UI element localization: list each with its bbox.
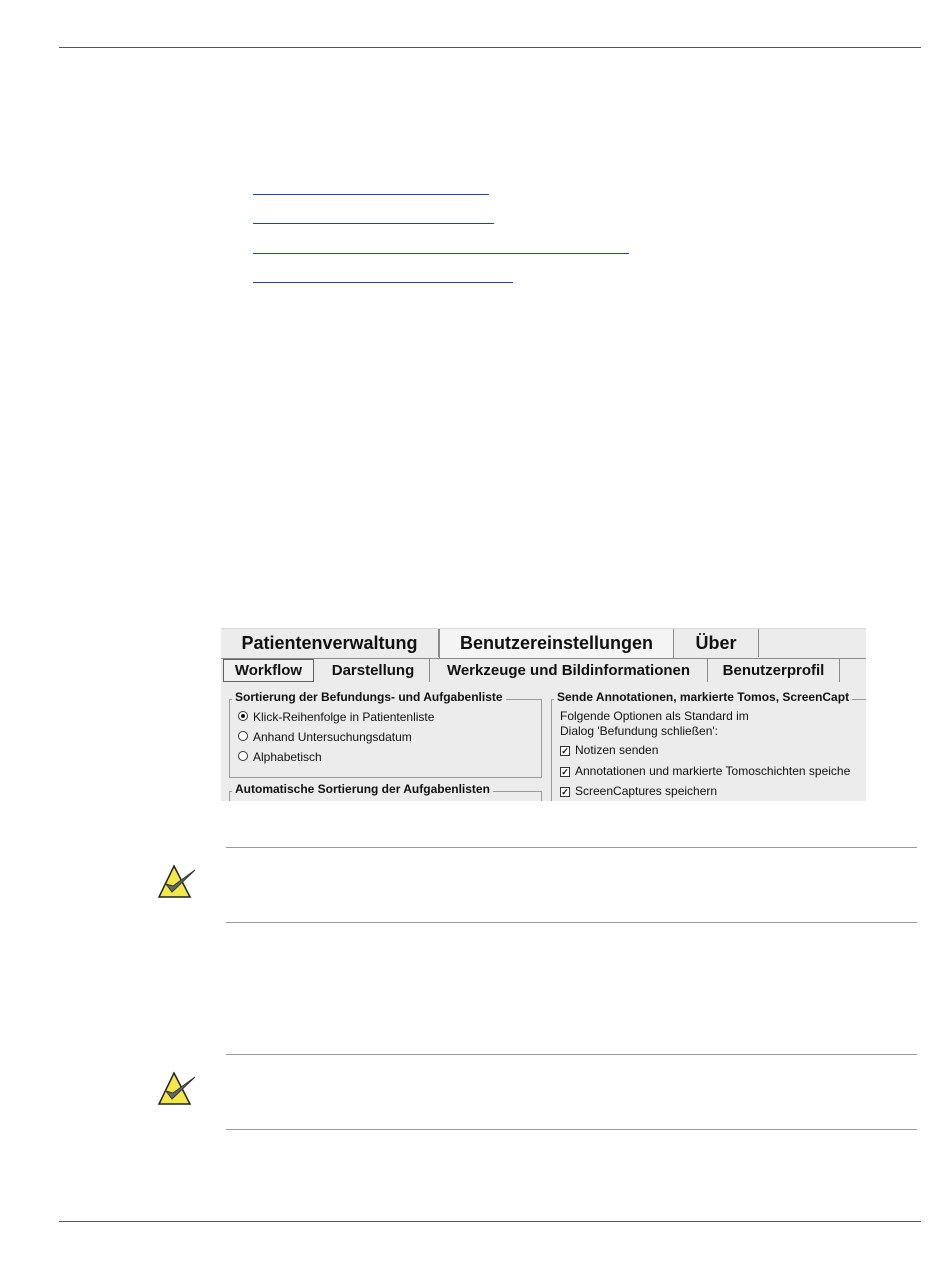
check-note-icon [157, 1071, 199, 1107]
check-note-icon [157, 864, 199, 900]
header-rule [59, 47, 921, 48]
radio-label: Klick-Reihenfolge in Patientenliste [253, 710, 435, 724]
link-2[interactable] [253, 223, 494, 224]
footer-rule [59, 1221, 921, 1222]
main-tab-bar [221, 629, 866, 657]
radio-selected-icon[interactable] [238, 711, 248, 721]
note-1-top-rule [226, 847, 917, 848]
radio-exam-date[interactable] [238, 730, 412, 744]
check-save-screencaptures[interactable] [560, 784, 717, 798]
check-send-notes[interactable] [560, 743, 658, 757]
auto-sort-group-title: Automatische Sortierung der Aufgabenlisten [232, 782, 493, 796]
checkbox-checked-icon[interactable]: ✓ [561, 746, 569, 756]
link-4[interactable] [253, 282, 513, 283]
radio-icon[interactable] [238, 731, 248, 741]
note-1-bottom-rule [226, 922, 917, 923]
radio-icon[interactable] [238, 751, 248, 761]
send-intro-line-1: Folgende Optionen als Standard im [560, 709, 749, 723]
tab-user-profile[interactable]: Benutzerprofil [708, 659, 840, 682]
radio-label: Anhand Untersuchungsdatum [253, 730, 412, 744]
sub-tab-bar [221, 658, 866, 682]
note-2-top-rule [226, 1054, 917, 1055]
tab-workflow[interactable]: Workflow [223, 659, 314, 682]
link-3[interactable] [253, 253, 629, 254]
tab-tools-image-info[interactable]: Werkzeuge und Bildinformationen [430, 659, 708, 682]
radio-alphabetical[interactable] [238, 750, 322, 764]
checkbox-checked-icon[interactable]: ✓ [561, 787, 569, 797]
tab-patient-management[interactable]: Patientenverwaltung [221, 629, 439, 657]
checkbox-label: Annotationen und markierte Tomoschichten speiche [575, 764, 851, 778]
checkbox-label: ScreenCaptures speichern [575, 784, 718, 798]
sort-group-title: Sortierung der Befundungs- und Aufgabenliste [232, 690, 506, 704]
tab-user-settings[interactable]: Benutzereinstellungen [439, 629, 674, 659]
check-save-annotations[interactable] [560, 764, 850, 778]
radio-click-order[interactable] [238, 710, 434, 724]
link-1[interactable] [253, 194, 489, 195]
send-group-title: Sende Annotationen, markierte Tomos, ScreenCapt [554, 690, 852, 704]
radio-label: Alphabetisch [253, 750, 322, 764]
note-2-bottom-rule [226, 1129, 917, 1130]
user-settings-screenshot [221, 628, 866, 801]
tab-about[interactable]: Über [674, 629, 759, 657]
checkbox-checked-icon[interactable]: ✓ [561, 767, 569, 777]
tab-display[interactable]: Darstellung [317, 659, 430, 682]
send-intro-line-2: Dialog 'Befundung schließen': [560, 724, 719, 738]
checkbox-label: Notizen senden [575, 743, 659, 757]
